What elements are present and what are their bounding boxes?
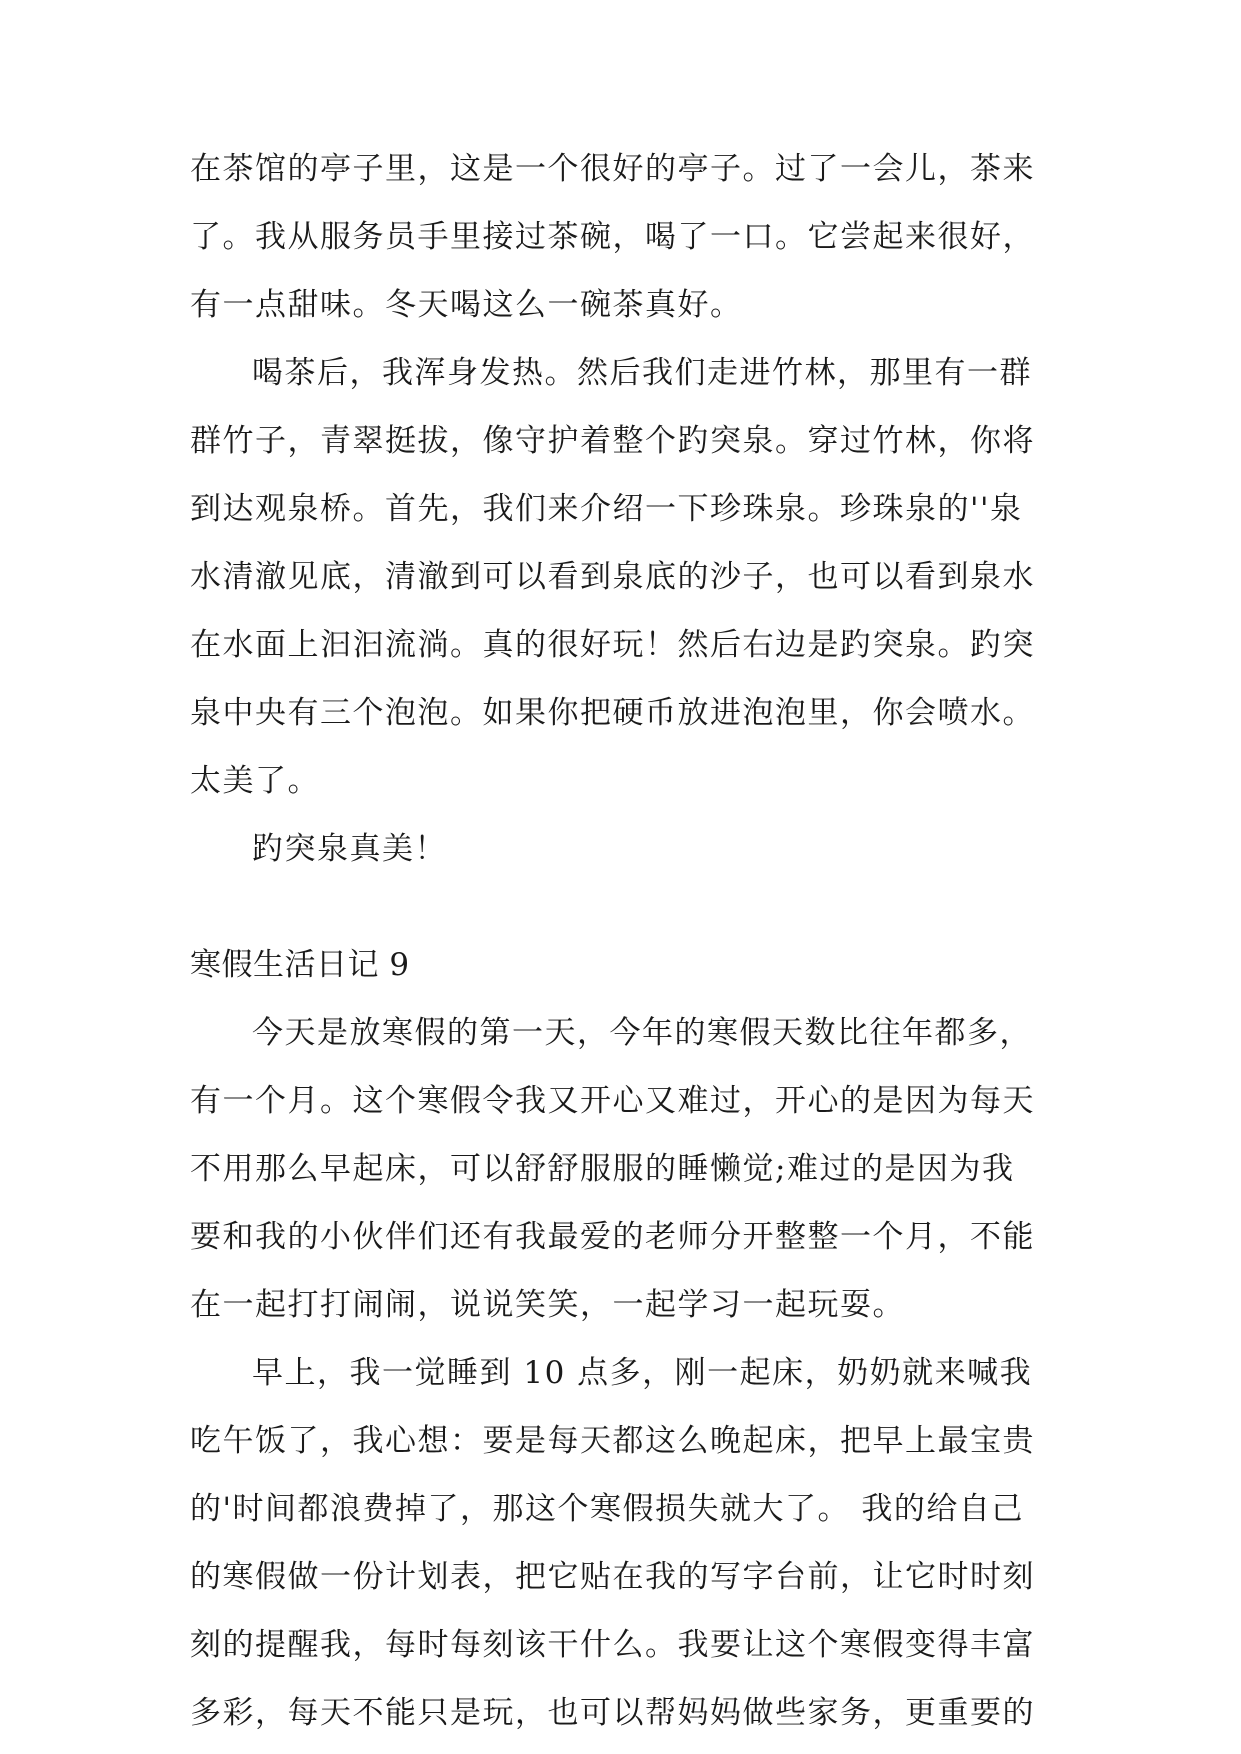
- paragraph-start-line: 趵突泉真美！: [252, 831, 447, 867]
- text-line: 的寒假做一份计划表，把它贴在我的写字台前，让它时时刻: [190, 1559, 1035, 1595]
- text-line: 多彩，每天不能只是玩，也可以帮妈妈做些家务，更重要的: [190, 1695, 1035, 1731]
- text-line: 到达观泉桥。首先，我们来介绍一下珍珠泉。珍珠泉的''泉: [190, 491, 1023, 527]
- text-line: 要和我的小伙伴们还有我最爱的老师分开整整一个月，不能: [190, 1219, 1035, 1255]
- section-heading: 寒假生活日记 9: [190, 947, 410, 983]
- text-line: 在一起打打闹闹，说说笑笑，一起学习一起玩耍。: [190, 1287, 905, 1323]
- text-line: 在水面上汩汩流淌。真的很好玩！然后右边是趵突泉。趵突: [190, 627, 1035, 663]
- paragraph-start-line: 喝茶后，我浑身发热。然后我们走进竹林，那里有一群: [252, 355, 1032, 391]
- text-line: 的'时间都浪费掉了，那这个寒假损失就大了。 我的给自己: [190, 1491, 1024, 1527]
- text-line: 太美了。: [190, 763, 320, 799]
- text-line: 不用那么早起床，可以舒舒服服的睡懒觉;难过的是因为我: [190, 1151, 1015, 1187]
- text-line: 在茶馆的亭子里，这是一个很好的亭子。过了一会儿，茶来: [190, 151, 1035, 187]
- text-line: 了。我从服务员手里接过茶碗，喝了一口。它尝起来很好，: [190, 219, 1035, 255]
- text-line: 有一点甜味。冬天喝这么一碗茶真好。: [190, 287, 743, 323]
- text-line: 泉中央有三个泡泡。如果你把硬币放进泡泡里，你会喷水。: [190, 695, 1035, 731]
- text-line: 群竹子，青翠挺拔，像守护着整个趵突泉。穿过竹林，你将: [190, 423, 1035, 459]
- text-line: 刻的提醒我，每时每刻该干什么。我要让这个寒假变得丰富: [190, 1627, 1035, 1663]
- paragraph-start-line: 早上，我一觉睡到 10 点多，刚一起床，奶奶就来喊我: [252, 1355, 1033, 1391]
- text-line: 水清澈见底，清澈到可以看到泉底的沙子，也可以看到泉水: [190, 559, 1035, 595]
- text-line: 吃午饭了，我心想：要是每天都这么晚起床，把早上最宝贵: [190, 1423, 1035, 1459]
- paragraph-start-line: 今天是放寒假的第一天，今年的寒假天数比往年都多，: [252, 1015, 1032, 1051]
- text-line: 有一个月。这个寒假令我又开心又难过，开心的是因为每天: [190, 1083, 1035, 1119]
